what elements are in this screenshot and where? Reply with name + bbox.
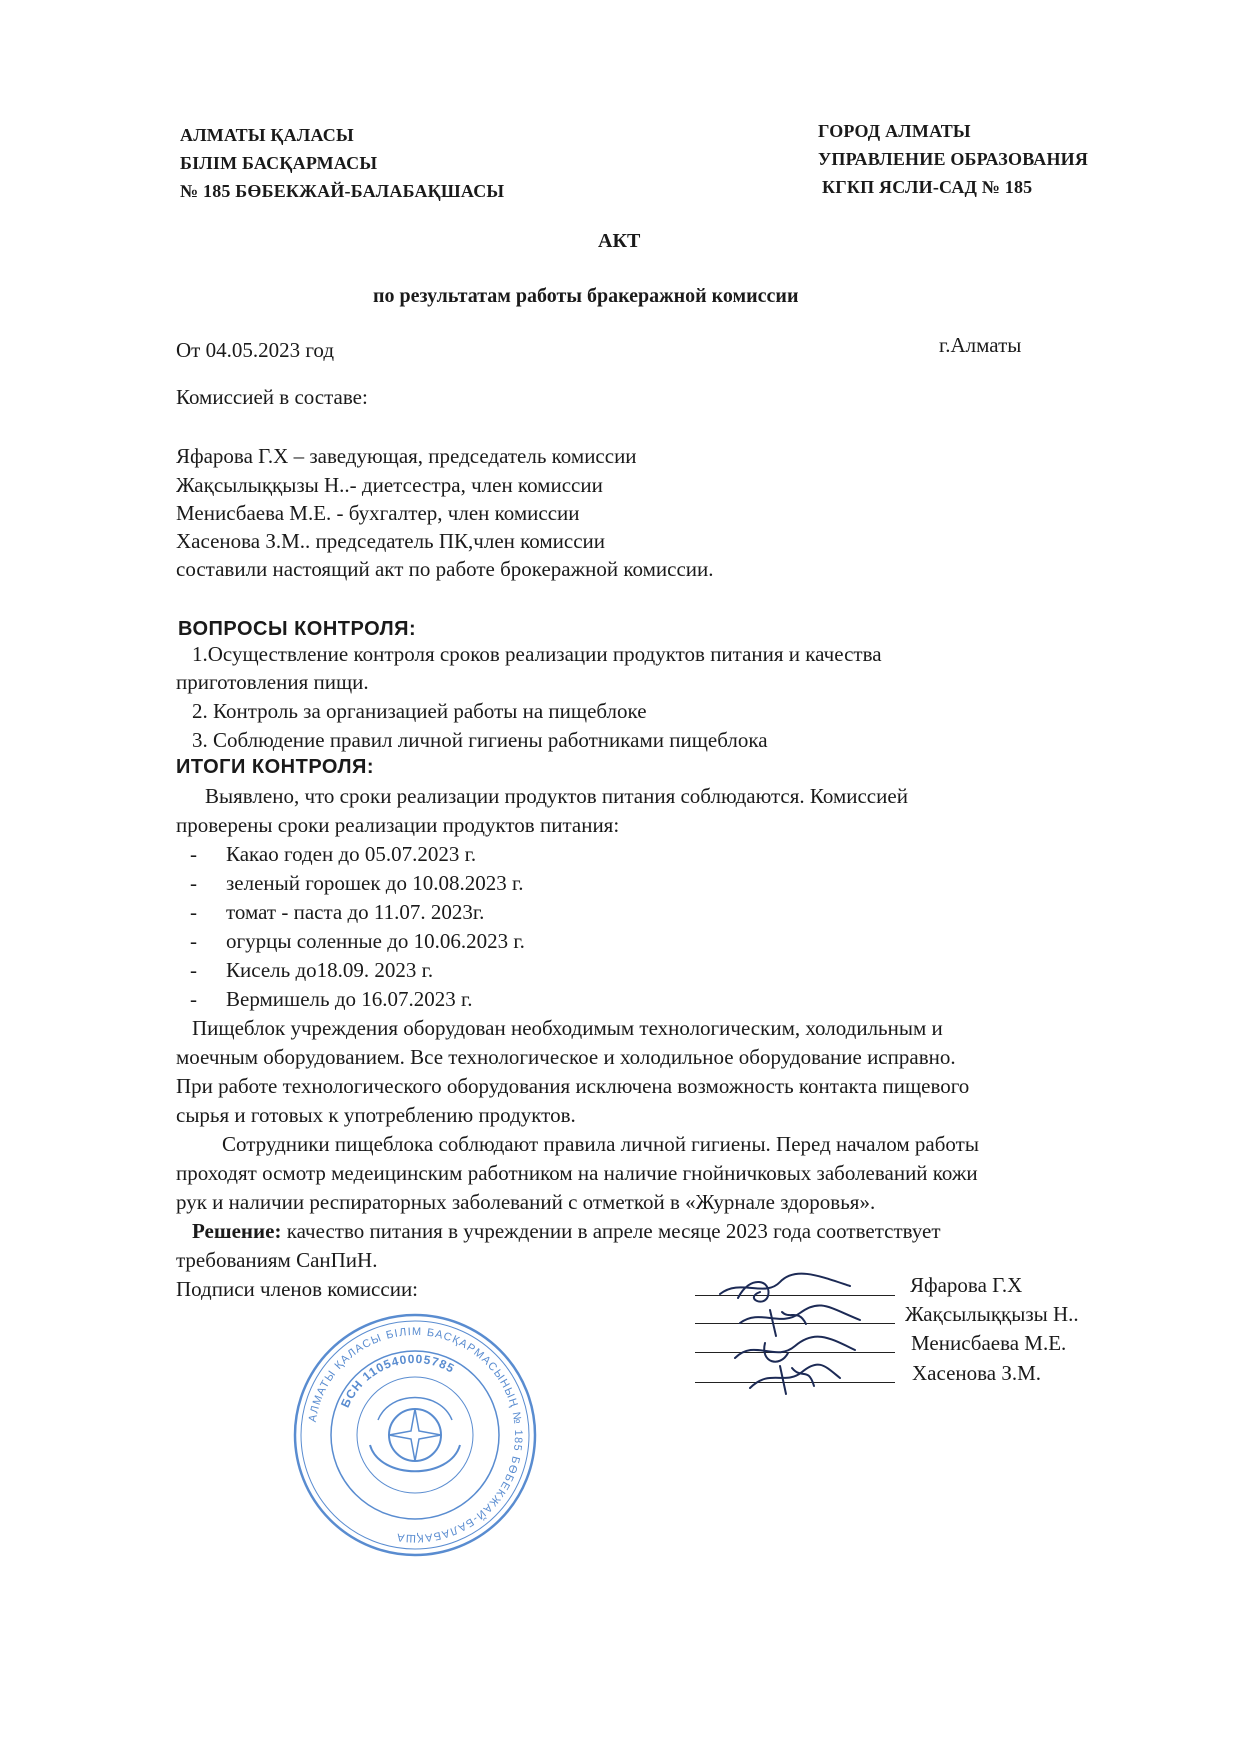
- decision-text: качество питания в учреждении в апреле месяце 2023 года соответствует: [281, 1219, 941, 1243]
- product-item: Какао годен до 05.07.2023 г.: [226, 842, 477, 866]
- control-questions-heading: ВОПРОСЫ КОНТРОЛЯ:: [178, 618, 417, 640]
- product-item: зеленый горошек до 10.08.2023 г.: [226, 871, 524, 895]
- header-right-line-2: УПРАВЛЕНИЕ ОБРАЗОВАНИЯ: [818, 149, 1089, 169]
- document-title: АКТ: [598, 230, 641, 252]
- list-bullet: -: [190, 987, 197, 1011]
- product-item: огурцы соленные до 10.06.2023 г.: [226, 929, 525, 953]
- equipment-paragraph-line: При работе технологического оборудования исключена возможность контакта пищевого: [176, 1074, 970, 1098]
- header-right-line-3: КГКП ЯСЛИ-САД № 185: [822, 177, 1033, 197]
- handwritten-signatures: [710, 1268, 870, 1398]
- list-bullet: -: [190, 842, 197, 866]
- control-question: 2. Контроль за организацией работы на пищеблоке: [192, 699, 647, 723]
- member-line: Яфарова Г.Х – заведующая, председатель комиссии: [176, 444, 637, 468]
- signature-stroke: [738, 1282, 768, 1302]
- decision-line: [192, 1218, 941, 1244]
- hygiene-paragraph-line: Сотрудники пищеблока соблюдают правила личной гигиены. Перед началом работы: [222, 1132, 979, 1156]
- document-subtitle: по результатам работы бракеражной комиссии: [373, 285, 799, 307]
- list-bullet: -: [190, 900, 197, 924]
- header-left-line-3: № 185 БӨБЕКЖАЙ-БАЛАБАҚШАСЫ: [180, 181, 505, 201]
- decision-line-2: требованиям СанПиН.: [176, 1248, 378, 1272]
- header-left-line-1: АЛМАТЫ ҚАЛАСЫ: [180, 125, 354, 145]
- document-city: г.Алматы: [939, 333, 1022, 357]
- document-date: От 04.05.2023 год: [176, 338, 335, 362]
- results-intro: Выявлено, что сроки реализации продуктов питания соблюдаются. Комиссией: [205, 784, 908, 808]
- equipment-paragraph-line: сырья и готовых к употреблению продуктов.: [176, 1103, 576, 1127]
- control-question: 1.Осуществление контроля сроков реализации продуктов питания и качества: [192, 642, 882, 666]
- equipment-paragraph-line: моечным оборудованием. Все технологическое и холодильное оборудование исправно.: [176, 1045, 956, 1069]
- signer-name: Менисбаева М.Е.: [911, 1331, 1067, 1355]
- composition-intro: Комиссией в составе:: [176, 385, 368, 409]
- equipment-paragraph-line: Пищеблок учреждения оборудован необходимым технологическим, холодильным и: [192, 1016, 943, 1040]
- header-right-line-1: ГОРОД АЛМАТЫ: [818, 121, 971, 141]
- hygiene-paragraph-line: проходят осмотр медеицинским работником на наличие гнойничковых заболеваний кожи: [176, 1161, 978, 1185]
- product-item: томат - паста до 11.07. 2023г.: [226, 900, 485, 924]
- official-stamp: [290, 1310, 540, 1560]
- control-question: приготовления пищи.: [176, 670, 369, 694]
- signature-stroke: [770, 1310, 806, 1336]
- decision-label: Решение:: [192, 1219, 282, 1243]
- control-question: 3. Соблюдение правил личной гигиены работниками пищеблока: [192, 728, 768, 752]
- stamp-outer-text: АЛМАТЫ ҚАЛАСЫ БІЛІМ БАСҚАРМАСЫНЫҢ № 185 БӨБЕКЖАЙ-БАЛАБАҚША: [306, 1325, 525, 1545]
- signature-stroke: [720, 1274, 850, 1294]
- product-item: Кисель до18.09. 2023 г.: [226, 958, 434, 982]
- results-intro: проверены сроки реализации продуктов питания:: [176, 813, 620, 837]
- composition-closing: составили настоящий акт по работе брокеражной комиссии.: [176, 557, 714, 581]
- signature-stroke: [740, 1305, 860, 1323]
- results-heading: ИТОГИ КОНТРОЛЯ:: [176, 756, 375, 778]
- list-bullet: -: [190, 929, 197, 953]
- signature-stroke: [750, 1365, 840, 1388]
- signer-name: Хасенова З.М.: [912, 1361, 1042, 1385]
- signer-name: Яфарова Г.Х: [910, 1273, 1023, 1297]
- stamp-bin-text: БСН 110540005785: [337, 1351, 458, 1410]
- member-line: Менисбаева М.Е. - бухгалтер, член комиссии: [176, 501, 580, 525]
- header-left-line-2: БІЛІМ БАСҚАРМАСЫ: [180, 153, 378, 173]
- signature-stroke: [780, 1366, 814, 1394]
- product-item: Вермишель до 16.07.2023 г.: [226, 987, 473, 1011]
- list-bullet: -: [190, 871, 197, 895]
- signatures-label: Подписи членов комиссии:: [176, 1277, 419, 1301]
- member-line: Хасенова З.М.. председатель ПК,член комиссии: [176, 529, 606, 553]
- list-bullet: -: [190, 958, 197, 982]
- hygiene-paragraph-line: рук и наличии респираторных заболеваний с отметкой в «Журнале здоровья».: [176, 1190, 876, 1214]
- signer-name: Жақсылыққызы Н..: [905, 1302, 1079, 1326]
- member-line: Жақсылыққызы Н..- диетсестра, член комиссии: [176, 473, 603, 497]
- signature-stroke: [735, 1337, 855, 1358]
